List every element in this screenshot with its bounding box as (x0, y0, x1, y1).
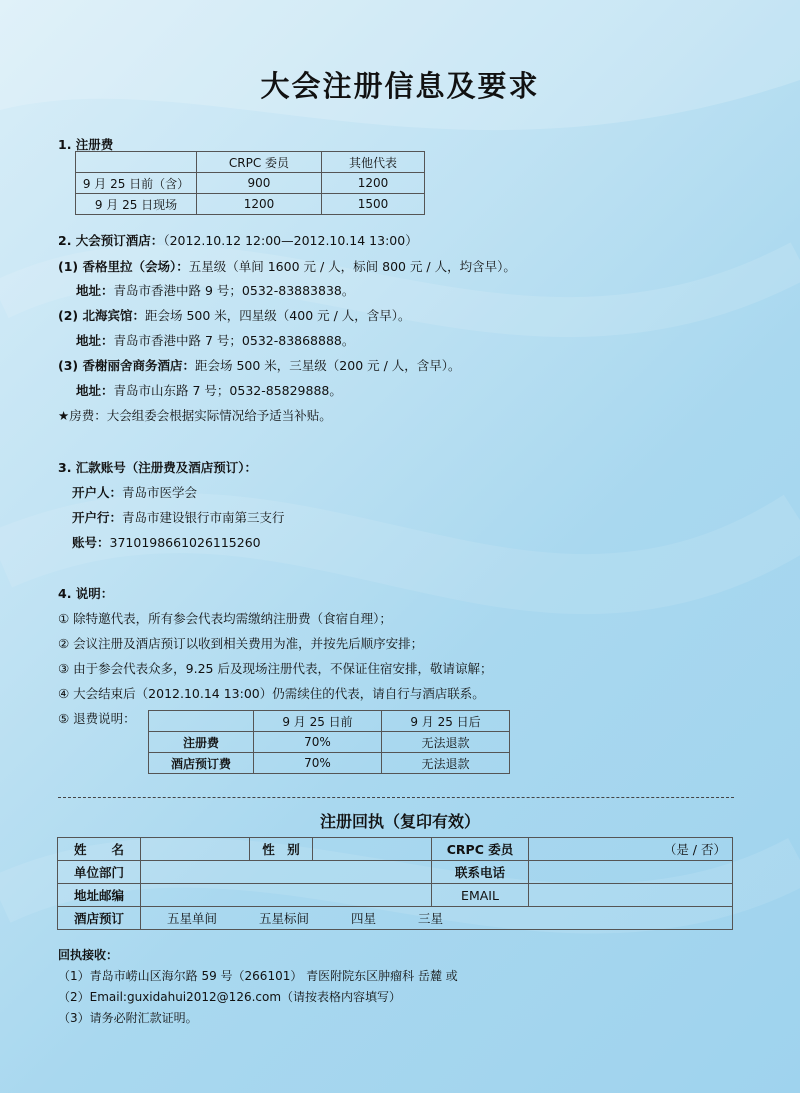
hotel1-name: (1) 香格里拉（会场）： (58, 259, 189, 274)
section1-heading: 1. 注册费 (58, 137, 114, 152)
account-number-label: 账号： (72, 535, 110, 550)
refund-table (148, 710, 510, 774)
hotel-option[interactable]: 三星 (418, 911, 444, 926)
email-label: EMAIL (432, 884, 529, 907)
refund-cell: 70% (254, 732, 382, 753)
room-fee-note: ★房费：大会组委会根据实际情况给予适当补贴。 (58, 408, 332, 423)
hotel2-desc: 距会场 500 米，四星级（400 元 / 人，含早）。 (144, 308, 411, 323)
account-holder-value: 青岛市医学会 (122, 485, 198, 500)
address-label: 地址： (76, 283, 114, 298)
address-zip-label: 地址邮编 (58, 884, 141, 907)
hotel1-address (76, 281, 354, 299)
note-item: ④ 大会结束后（2012.10.14 13:00）仍需续住的代表，请自行与酒店联系。 (58, 686, 485, 701)
account-bank (72, 508, 285, 526)
address-value: 青岛市山东路 7 号；0532-85829888。 (113, 383, 342, 398)
gender-field[interactable] (313, 838, 432, 861)
address-zip-field[interactable] (141, 884, 432, 907)
fee-cell: 1200 (321, 173, 424, 194)
section2-heading-dates: （2012.10.12 12:00—2012.10.14 13:00） (163, 233, 418, 248)
note-item: ② 会议注册及酒店预订以收到相关费用为准，并按先后顺序安排； (58, 636, 424, 651)
refund-cell: 70% (254, 753, 382, 774)
email-field[interactable] (529, 884, 733, 907)
fee-cell: 1200 (197, 194, 322, 215)
account-bank-label: 开户行： (72, 510, 123, 525)
hotel-option[interactable]: 五星单间 (167, 911, 218, 926)
account-holder-label: 开户人： (72, 485, 123, 500)
refund-label: ⑤ 退费说明： (58, 711, 136, 726)
receipt-form (57, 837, 733, 930)
unit-label: 单位部门 (58, 861, 141, 884)
form-row (58, 861, 733, 884)
refund-cell: 无法退款 (382, 732, 510, 753)
phone-label: 联系电话 (432, 861, 529, 884)
name-label: 姓 名 (58, 838, 141, 861)
fee-header-cell (76, 152, 197, 173)
fee-cell: 9 月 25 日前（含） (76, 173, 197, 194)
hotel-option[interactable]: 四星 (351, 911, 377, 926)
fee-cell: 9 月 25 日现场 (76, 194, 197, 215)
hotel3-address (76, 381, 342, 399)
hotel2-address (76, 331, 354, 349)
fee-table (75, 151, 425, 215)
table-row (149, 753, 510, 774)
hotel3 (58, 356, 461, 374)
refund-cell: 注册费 (149, 732, 254, 753)
address-label: 地址： (76, 383, 114, 398)
crpc-options: （是 / 否） (663, 842, 726, 857)
footer-line: （3）请务必附汇款证明。 (58, 1011, 198, 1025)
receipt-title: 注册回执（复印有效） (319, 812, 480, 831)
address-value: 青岛市香港中路 9 号；0532-83883838。 (113, 283, 355, 298)
hotel1 (58, 257, 516, 275)
note-item: ① 除特邀代表，所有参会代表均需缴纳注册费（食宿自理）； (58, 611, 392, 626)
section2-heading (58, 231, 418, 249)
gender-label: 性 别 (250, 838, 313, 861)
cut-line-divider (58, 797, 734, 798)
account-bank-value: 青岛市建设银行市南第三支行 (122, 510, 285, 525)
refund-table-header (149, 711, 510, 732)
footer-heading: 回执接收： (58, 948, 119, 962)
section4-heading: 4. 说明： (58, 586, 114, 601)
address-value: 青岛市香港中路 7 号；0532-83868888。 (113, 333, 355, 348)
page-title: 大会注册信息及要求 (260, 69, 540, 103)
form-row (58, 838, 733, 861)
phone-field[interactable] (529, 861, 733, 884)
fee-header-cell: 其他代表 (321, 152, 424, 173)
account-holder (72, 483, 197, 501)
hotel2 (58, 306, 411, 324)
form-row (58, 884, 733, 907)
fee-header-cell: CRPC 委员 (197, 152, 322, 173)
section3-heading: 3. 汇款账号（注册费及酒店预订）： (58, 460, 258, 475)
table-row (149, 732, 510, 753)
form-row (58, 907, 733, 930)
refund-header-cell: 9 月 25 日前 (254, 711, 382, 732)
crpc-label: CRPC 委员 (432, 838, 529, 861)
hotel-booking-options (141, 907, 733, 930)
account-number-value: 3710198661026115260 (109, 535, 261, 550)
hotel1-desc: 五星级（单间 1600 元 / 人，标间 800 元 / 人，均含早）。 (188, 259, 516, 274)
refund-header-cell (149, 711, 254, 732)
hotel-booking-label: 酒店预订 (58, 907, 141, 930)
fee-cell: 900 (197, 173, 322, 194)
table-row (76, 173, 425, 194)
footer-line: （2）Email:guxidahui2012@126.com（请按表格内容填写） (58, 990, 402, 1004)
name-field[interactable] (141, 838, 250, 861)
table-row (76, 194, 425, 215)
hotel-option[interactable]: 五星标间 (259, 911, 310, 926)
unit-field[interactable] (141, 861, 432, 884)
hotel3-desc: 距会场 500 米，三星级（200 元 / 人，含早）。 (194, 358, 461, 373)
footer-line: （1）青岛市崂山区海尔路 59 号（266101） 青医附院东区肿瘤科 岳麓 或 (58, 969, 458, 983)
note-item: ③ 由于参会代表众多，9.25 后及现场注册代表，不保证住宿安排，敬请谅解； (58, 661, 493, 676)
crpc-field[interactable] (529, 838, 733, 861)
hotel3-name: (3) 香榭丽舍商务酒店： (58, 358, 195, 373)
hotel2-name: (2) 北海宾馆： (58, 308, 145, 323)
account-number (72, 533, 261, 551)
section2-heading-bold: 2. 大会预订酒店： (58, 233, 164, 248)
refund-cell: 无法退款 (382, 753, 510, 774)
fee-table-header (76, 152, 425, 173)
refund-cell: 酒店预订费 (149, 753, 254, 774)
refund-header-cell: 9 月 25 日后 (382, 711, 510, 732)
fee-cell: 1500 (321, 194, 424, 215)
address-label: 地址： (76, 333, 114, 348)
